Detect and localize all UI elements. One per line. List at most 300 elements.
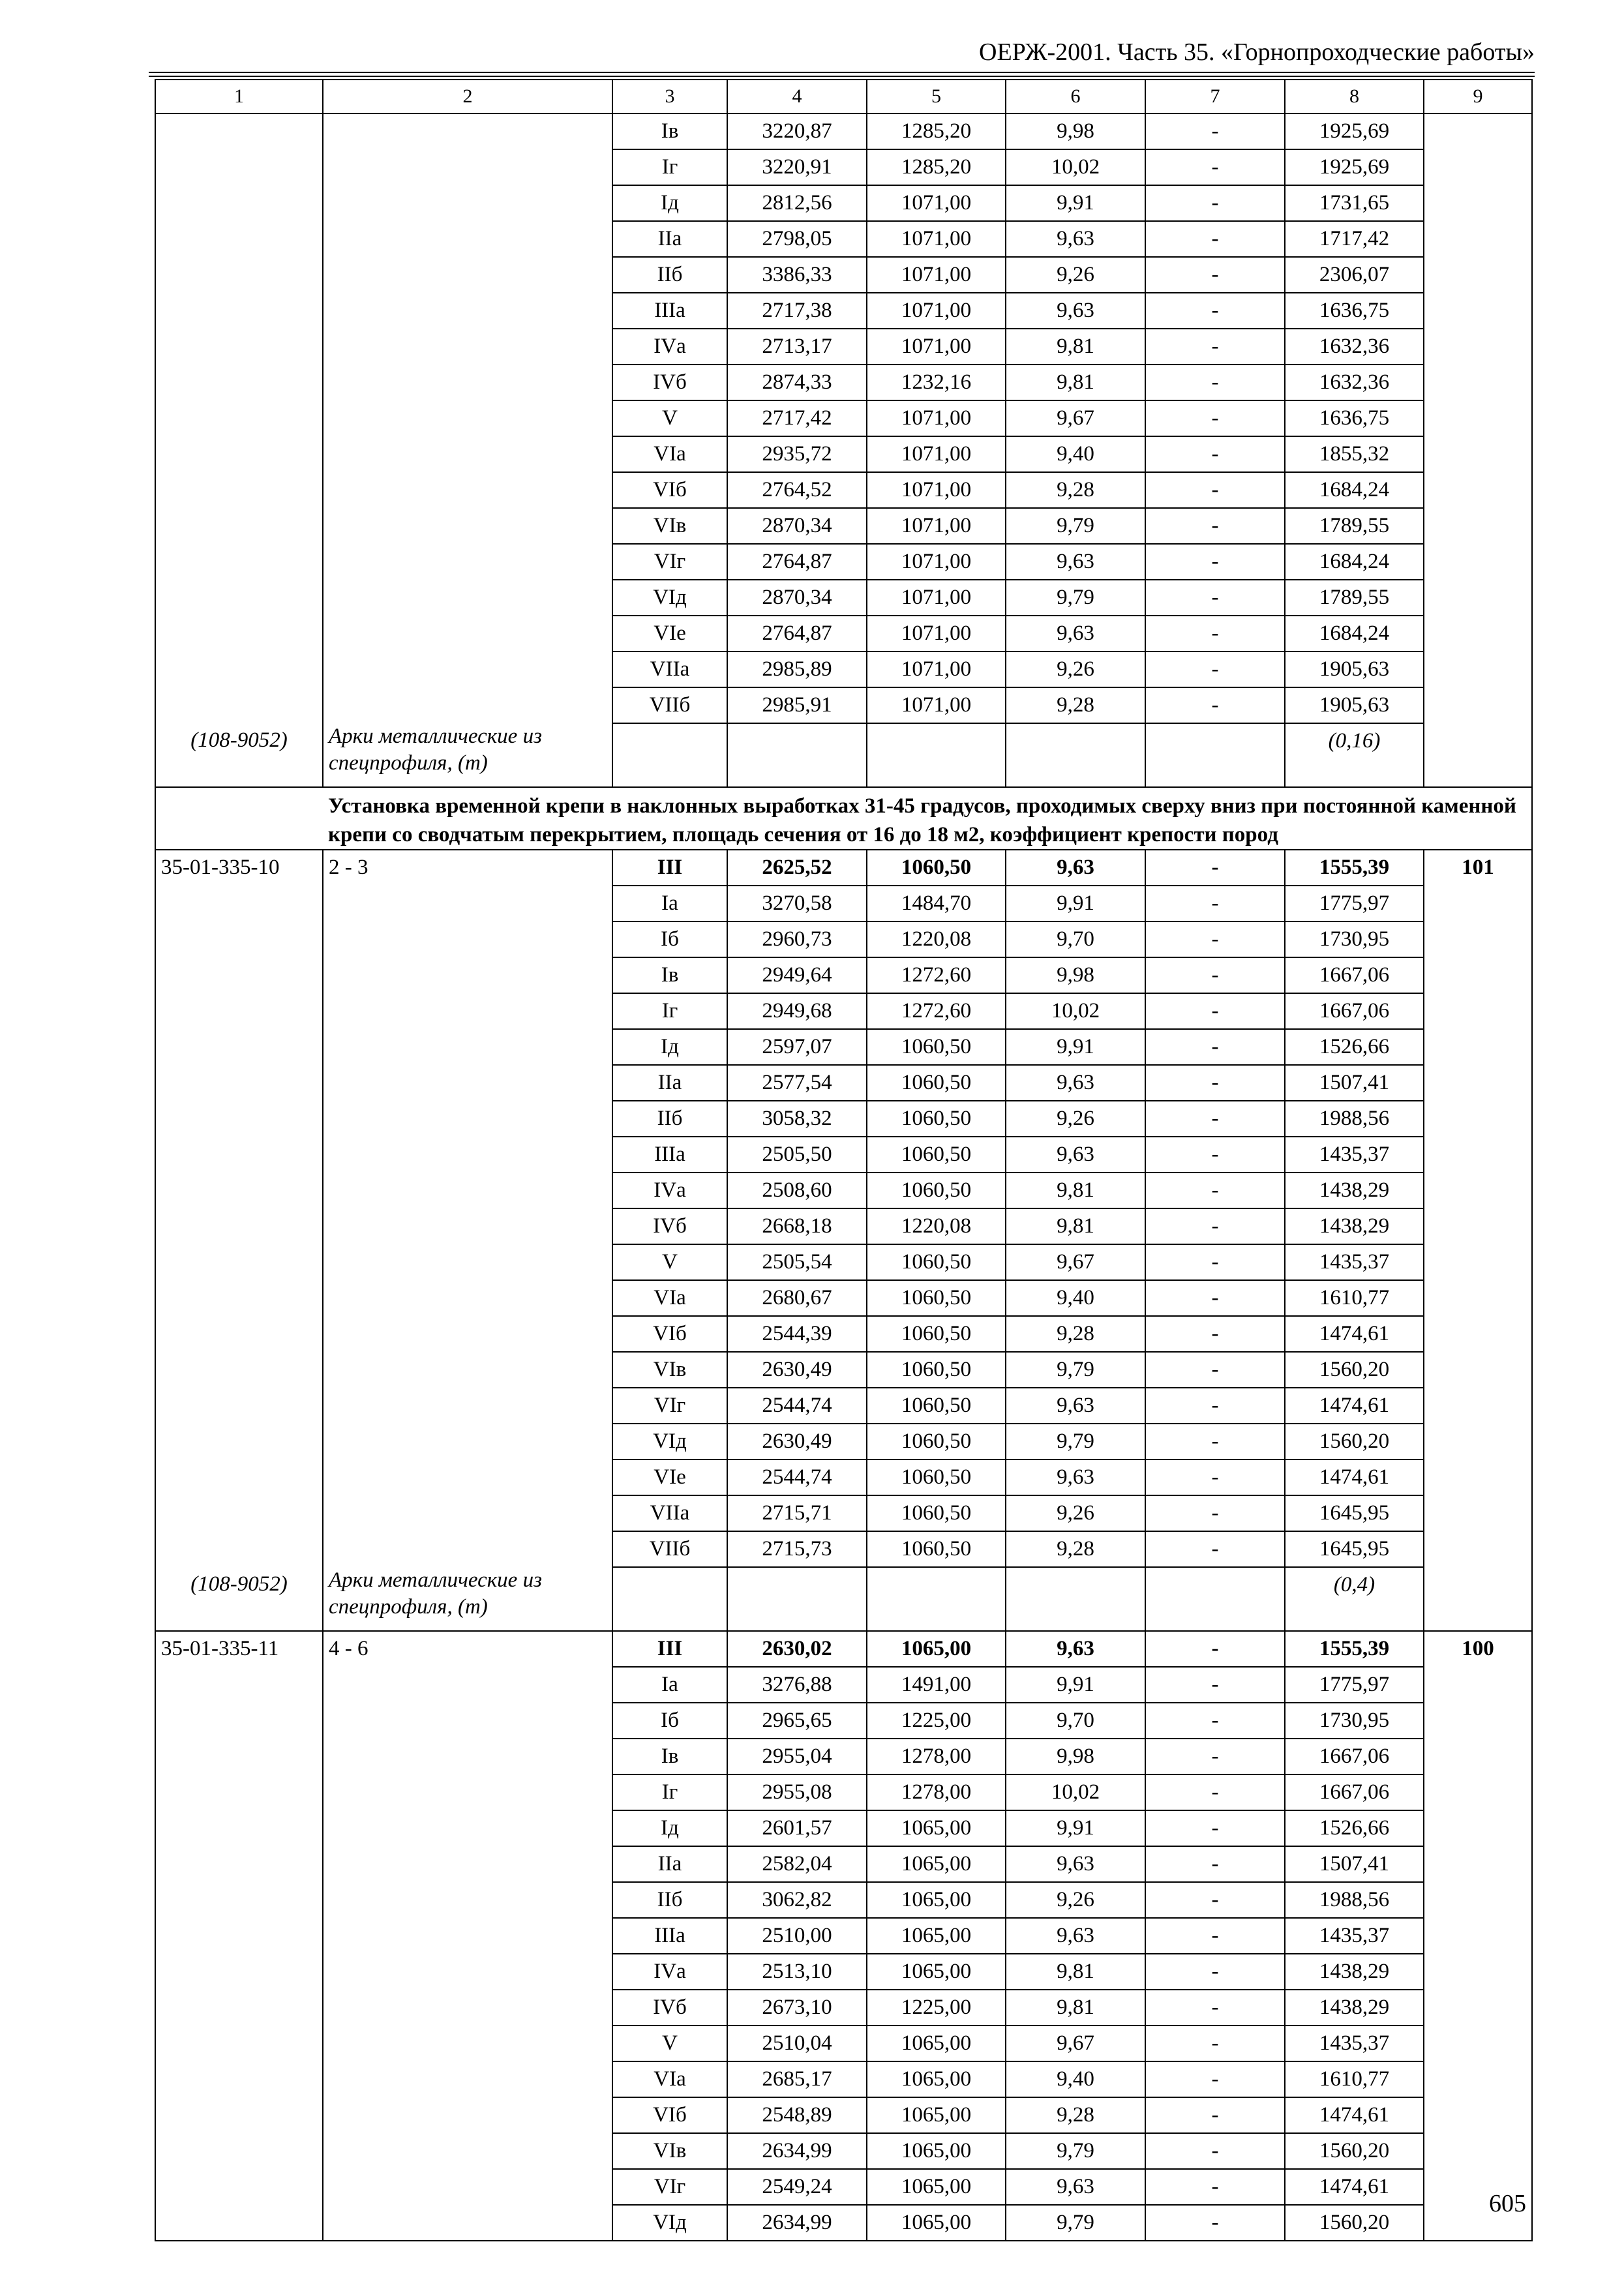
- table-row: [155, 1774, 1532, 1810]
- direct-cost-cell: 2798,05: [727, 221, 867, 257]
- rock-category-cell: IVа: [612, 1173, 727, 1208]
- labor-cost-cell: [1424, 1173, 1532, 1208]
- rock-category-cell: VIIб: [612, 687, 727, 723]
- direct-cost-cell: 2634,99: [727, 2205, 867, 2241]
- empty-cell: [727, 1567, 867, 1631]
- direct-cost-cell: 2597,07: [727, 1029, 867, 1065]
- direct-cost-cell: 2548,89: [727, 2097, 867, 2133]
- column-number: 6: [1006, 80, 1145, 113]
- rock-category-cell: VIе: [612, 616, 727, 651]
- materials-cell: 1555,39: [1285, 850, 1424, 886]
- resource-row: [155, 1567, 1532, 1631]
- materials-cell: 1684,24: [1285, 616, 1424, 651]
- direct-cost-cell: 2634,99: [727, 2133, 867, 2169]
- direct-cost-cell: 2717,38: [727, 293, 867, 329]
- driver-wages-cell: -: [1145, 1531, 1285, 1567]
- header-rule: [149, 72, 1535, 73]
- machine-cost-cell: 9,63: [1006, 616, 1145, 651]
- work-description-cell: [323, 436, 612, 472]
- direct-cost-cell: 3062,82: [727, 1882, 867, 1918]
- rate-code-cell: [155, 2205, 323, 2241]
- wages-cell: 1065,00: [867, 2097, 1006, 2133]
- rate-code-cell: [155, 1352, 323, 1388]
- machine-cost-cell: 9,70: [1006, 921, 1145, 957]
- labor-cost-cell: [1424, 1280, 1532, 1316]
- direct-cost-cell: 2630,49: [727, 1424, 867, 1459]
- materials-cell: 1667,06: [1285, 993, 1424, 1029]
- rate-code-cell: [155, 400, 323, 436]
- rock-category-cell: V: [612, 1244, 727, 1280]
- materials-cell: 1667,06: [1285, 1739, 1424, 1774]
- resource-name: Арки металлические из спецпрофиля, (т): [323, 1567, 612, 1631]
- column-number: 8: [1285, 80, 1424, 113]
- labor-cost-cell: [1424, 257, 1532, 293]
- rate-code-cell: 35-01-335-11: [155, 1631, 323, 1667]
- driver-wages-cell: -: [1145, 1631, 1285, 1667]
- work-description-cell: [323, 1918, 612, 1954]
- direct-cost-cell: 2513,10: [727, 1954, 867, 1990]
- materials-cell: 1560,20: [1285, 1424, 1424, 1459]
- table-row: [155, 1244, 1532, 1280]
- machine-cost-cell: 9,63: [1006, 1459, 1145, 1495]
- rock-category-cell: VIв: [612, 1352, 727, 1388]
- rock-category-cell: VIIа: [612, 651, 727, 687]
- rock-category-cell: IVб: [612, 1208, 727, 1244]
- labor-cost-cell: [1424, 1495, 1532, 1531]
- rate-code-cell: [155, 2097, 323, 2133]
- materials-cell: 1438,29: [1285, 1990, 1424, 2026]
- direct-cost-cell: 2764,87: [727, 544, 867, 580]
- driver-wages-cell: -: [1145, 993, 1285, 1029]
- materials-cell: 1645,95: [1285, 1531, 1424, 1567]
- direct-cost-cell: 2985,91: [727, 687, 867, 723]
- driver-wages-cell: -: [1145, 651, 1285, 687]
- materials-cell: 1474,61: [1285, 1459, 1424, 1495]
- machine-cost-cell: 10,02: [1006, 149, 1145, 185]
- rock-category-cell: Iа: [612, 1667, 727, 1703]
- wages-cell: 1071,00: [867, 400, 1006, 436]
- machine-cost-cell: 9,67: [1006, 2026, 1145, 2061]
- rate-code-cell: [155, 1280, 323, 1316]
- work-description-cell: [323, 329, 612, 365]
- table-row: [155, 651, 1532, 687]
- table-row: [155, 293, 1532, 329]
- rock-category-cell: IIIа: [612, 293, 727, 329]
- labor-cost-cell: [1424, 1774, 1532, 1810]
- wages-cell: 1285,20: [867, 113, 1006, 149]
- table-row: [155, 1029, 1532, 1065]
- driver-wages-cell: -: [1145, 1388, 1285, 1424]
- direct-cost-cell: 2764,52: [727, 472, 867, 508]
- column-number: 3: [612, 80, 727, 113]
- wages-cell: 1060,50: [867, 1173, 1006, 1208]
- resource-row: [155, 723, 1532, 787]
- labor-cost-cell: 101: [1424, 850, 1532, 886]
- driver-wages-cell: -: [1145, 1065, 1285, 1101]
- resource-quantity: (0,4): [1285, 1567, 1424, 1631]
- rock-category-cell: IVб: [612, 1990, 727, 2026]
- labor-cost-cell: [1424, 921, 1532, 957]
- wages-cell: 1071,00: [867, 687, 1006, 723]
- rock-category-cell: Iб: [612, 1703, 727, 1739]
- materials-cell: 1438,29: [1285, 1954, 1424, 1990]
- rate-code-cell: [155, 113, 323, 149]
- labor-cost-cell: [1424, 1352, 1532, 1388]
- labor-cost-cell: [1424, 221, 1532, 257]
- resource-quantity: (0,16): [1285, 723, 1424, 787]
- labor-cost-cell: [1424, 651, 1532, 687]
- rate-code-cell: [155, 1208, 323, 1244]
- rock-category-cell: IIIа: [612, 1918, 727, 1954]
- rate-code-cell: [155, 1882, 323, 1918]
- machine-cost-cell: 9,26: [1006, 257, 1145, 293]
- materials-cell: 1855,32: [1285, 436, 1424, 472]
- driver-wages-cell: -: [1145, 149, 1285, 185]
- empty-cell: [1424, 723, 1532, 787]
- driver-wages-cell: -: [1145, 2097, 1285, 2133]
- wages-cell: 1071,00: [867, 293, 1006, 329]
- wages-cell: 1065,00: [867, 1846, 1006, 1882]
- table-row: [155, 1531, 1532, 1567]
- labor-cost-cell: [1424, 616, 1532, 651]
- table-row: [155, 149, 1532, 185]
- rate-code-cell: [155, 1918, 323, 1954]
- materials-cell: 1636,75: [1285, 400, 1424, 436]
- rock-category-cell: IIа: [612, 1846, 727, 1882]
- work-description-cell: [323, 2133, 612, 2169]
- machine-cost-cell: 9,26: [1006, 1495, 1145, 1531]
- direct-cost-cell: 2874,33: [727, 365, 867, 400]
- driver-wages-cell: -: [1145, 436, 1285, 472]
- machine-cost-cell: 9,28: [1006, 1531, 1145, 1567]
- machine-cost-cell: 9,63: [1006, 544, 1145, 580]
- direct-cost-cell: 2544,74: [727, 1388, 867, 1424]
- labor-cost-cell: 100: [1424, 1631, 1532, 1667]
- machine-cost-cell: 9,81: [1006, 365, 1145, 400]
- machine-cost-cell: 9,79: [1006, 2205, 1145, 2241]
- section-title: Установка временной крепи в наклонных выработках 31-45 градусов, проходимых сверху вниз при постоянной каменной крепи со сводчатым перекрытием, площадь сечения от 16 до 18 м2, коэффициент крепости пород: [323, 787, 1532, 850]
- rock-category-cell: VIг: [612, 2169, 727, 2205]
- machine-cost-cell: 9,81: [1006, 1173, 1145, 1208]
- work-description-cell: [323, 1280, 612, 1316]
- work-description-cell: [323, 993, 612, 1029]
- rock-category-cell: VIг: [612, 1388, 727, 1424]
- wages-cell: 1232,16: [867, 365, 1006, 400]
- wages-cell: 1060,50: [867, 1280, 1006, 1316]
- materials-cell: 1526,66: [1285, 1029, 1424, 1065]
- labor-cost-cell: [1424, 2026, 1532, 2061]
- materials-cell: 1667,06: [1285, 957, 1424, 993]
- wages-cell: 1225,00: [867, 1703, 1006, 1739]
- driver-wages-cell: -: [1145, 2133, 1285, 2169]
- wages-cell: 1060,50: [867, 1495, 1006, 1531]
- wages-cell: 1071,00: [867, 544, 1006, 580]
- wages-cell: 1272,60: [867, 993, 1006, 1029]
- empty-cell: [612, 723, 727, 787]
- driver-wages-cell: -: [1145, 1173, 1285, 1208]
- labor-cost-cell: [1424, 580, 1532, 616]
- table-row: [155, 113, 1532, 149]
- work-description-cell: [323, 1424, 612, 1459]
- direct-cost-cell: 2582,04: [727, 1846, 867, 1882]
- page-number: 605: [1489, 2190, 1526, 2217]
- materials-cell: 1775,97: [1285, 886, 1424, 921]
- wages-cell: 1225,00: [867, 1990, 1006, 2026]
- table-row: [155, 957, 1532, 993]
- work-description-cell: [323, 1954, 612, 1990]
- table-row: [155, 221, 1532, 257]
- labor-cost-cell: [1424, 1388, 1532, 1424]
- materials-cell: 1925,69: [1285, 113, 1424, 149]
- materials-cell: 1730,95: [1285, 921, 1424, 957]
- table-row: [155, 1846, 1532, 1882]
- work-description-cell: [323, 2205, 612, 2241]
- work-description-cell: [323, 1882, 612, 1918]
- table-row: [155, 1495, 1532, 1531]
- machine-cost-cell: 9,40: [1006, 436, 1145, 472]
- rate-code-cell: [155, 1531, 323, 1567]
- work-description-cell: [323, 365, 612, 400]
- labor-cost-cell: [1424, 329, 1532, 365]
- table-row: [155, 544, 1532, 580]
- materials-cell: 1775,97: [1285, 1667, 1424, 1703]
- rock-category-cell: IVб: [612, 365, 727, 400]
- machine-cost-cell: 9,91: [1006, 886, 1145, 921]
- direct-cost-cell: 2715,71: [727, 1495, 867, 1531]
- machine-cost-cell: 9,26: [1006, 1882, 1145, 1918]
- work-description-cell: [323, 1101, 612, 1137]
- driver-wages-cell: -: [1145, 508, 1285, 544]
- driver-wages-cell: -: [1145, 1990, 1285, 2026]
- wages-cell: 1060,50: [867, 1459, 1006, 1495]
- direct-cost-cell: 2601,57: [727, 1810, 867, 1846]
- labor-cost-cell: [1424, 1667, 1532, 1703]
- table-row: [155, 2061, 1532, 2097]
- materials-cell: 1905,63: [1285, 687, 1424, 723]
- labor-cost-cell: [1424, 1703, 1532, 1739]
- materials-cell: 1560,20: [1285, 2205, 1424, 2241]
- machine-cost-cell: 10,02: [1006, 1774, 1145, 1810]
- direct-cost-cell: 2935,72: [727, 436, 867, 472]
- wages-cell: 1220,08: [867, 921, 1006, 957]
- table-row: [155, 257, 1532, 293]
- rate-code-cell: [155, 1739, 323, 1774]
- rate-code-cell: [155, 1954, 323, 1990]
- rock-category-cell: III: [612, 850, 727, 886]
- work-description-cell: [323, 1137, 612, 1173]
- machine-cost-cell: 9,91: [1006, 1667, 1145, 1703]
- materials-cell: 1730,95: [1285, 1703, 1424, 1739]
- work-description-cell: [323, 1495, 612, 1531]
- section-title-row: [155, 787, 1532, 850]
- machine-cost-cell: 9,63: [1006, 850, 1145, 886]
- direct-cost-cell: 2764,87: [727, 616, 867, 651]
- machine-cost-cell: 9,63: [1006, 221, 1145, 257]
- machine-cost-cell: 9,63: [1006, 293, 1145, 329]
- table-row: [155, 508, 1532, 544]
- work-description-cell: [323, 1173, 612, 1208]
- direct-cost-cell: 2549,24: [727, 2169, 867, 2205]
- wages-cell: 1071,00: [867, 436, 1006, 472]
- labor-cost-cell: [1424, 1316, 1532, 1352]
- rate-code-cell: [155, 1459, 323, 1495]
- direct-cost-cell: 3270,58: [727, 886, 867, 921]
- labor-cost-cell: [1424, 472, 1532, 508]
- materials-cell: 1560,20: [1285, 2133, 1424, 2169]
- direct-cost-cell: 2949,68: [727, 993, 867, 1029]
- table-row: [155, 1703, 1532, 1739]
- wages-cell: 1065,00: [867, 2026, 1006, 2061]
- column-number: 5: [867, 80, 1006, 113]
- rate-code-cell: [155, 1029, 323, 1065]
- direct-cost-cell: 3386,33: [727, 257, 867, 293]
- materials-cell: 1438,29: [1285, 1208, 1424, 1244]
- labor-cost-cell: [1424, 2061, 1532, 2097]
- table-row: [155, 472, 1532, 508]
- rock-category-cell: IIб: [612, 257, 727, 293]
- empty-cell: [155, 787, 323, 850]
- labor-cost-cell: [1424, 1739, 1532, 1774]
- table-row: [155, 365, 1532, 400]
- materials-cell: 1435,37: [1285, 2026, 1424, 2061]
- work-description-cell: [323, 1208, 612, 1244]
- rock-category-cell: VIIа: [612, 1495, 727, 1531]
- column-number-row: [155, 80, 1532, 113]
- driver-wages-cell: -: [1145, 1101, 1285, 1137]
- rock-category-cell: VIд: [612, 2205, 727, 2241]
- labor-cost-cell: [1424, 1137, 1532, 1173]
- wages-cell: 1071,00: [867, 257, 1006, 293]
- work-description-cell: [323, 1990, 612, 2026]
- rate-code-cell: [155, 1388, 323, 1424]
- wages-cell: 1065,00: [867, 1810, 1006, 1846]
- driver-wages-cell: -: [1145, 2061, 1285, 2097]
- labor-cost-cell: [1424, 2133, 1532, 2169]
- rock-category-cell: Iг: [612, 149, 727, 185]
- table-row: [155, 185, 1532, 221]
- rock-category-cell: Iг: [612, 993, 727, 1029]
- wages-cell: 1071,00: [867, 472, 1006, 508]
- rock-category-cell: V: [612, 400, 727, 436]
- wages-cell: 1065,00: [867, 1882, 1006, 1918]
- header-rule-second: [149, 76, 1535, 77]
- machine-cost-cell: 9,63: [1006, 1388, 1145, 1424]
- direct-cost-cell: 2870,34: [727, 508, 867, 544]
- rate-code-cell: [155, 472, 323, 508]
- direct-cost-cell: 2685,17: [727, 2061, 867, 2097]
- direct-cost-cell: 2713,17: [727, 329, 867, 365]
- labor-cost-cell: [1424, 400, 1532, 436]
- materials-cell: 1474,61: [1285, 1316, 1424, 1352]
- driver-wages-cell: -: [1145, 329, 1285, 365]
- table-row: [155, 1316, 1532, 1352]
- work-description-cell: [323, 886, 612, 921]
- machine-cost-cell: 9,81: [1006, 329, 1145, 365]
- machine-cost-cell: 9,26: [1006, 1101, 1145, 1137]
- rate-code-cell: [155, 957, 323, 993]
- labor-cost-cell: [1424, 687, 1532, 723]
- direct-cost-cell: 2870,34: [727, 580, 867, 616]
- work-description-cell: [323, 113, 612, 149]
- rates-table-body: [155, 80, 1532, 2241]
- driver-wages-cell: -: [1145, 365, 1285, 400]
- wages-cell: 1065,00: [867, 2133, 1006, 2169]
- empty-cell: [1006, 1567, 1145, 1631]
- labor-cost-cell: [1424, 957, 1532, 993]
- rate-code-cell: [155, 1774, 323, 1810]
- rate-code-cell: [155, 508, 323, 544]
- materials-cell: 1925,69: [1285, 149, 1424, 185]
- table-row: [155, 1918, 1532, 1954]
- machine-cost-cell: 9,81: [1006, 1954, 1145, 1990]
- rock-category-cell: Iв: [612, 113, 727, 149]
- materials-cell: 1474,61: [1285, 2097, 1424, 2133]
- table-row: [155, 1424, 1532, 1459]
- machine-cost-cell: 9,98: [1006, 1739, 1145, 1774]
- driver-wages-cell: -: [1145, 544, 1285, 580]
- driver-wages-cell: -: [1145, 580, 1285, 616]
- wages-cell: 1071,00: [867, 580, 1006, 616]
- rate-code-cell: [155, 436, 323, 472]
- labor-cost-cell: [1424, 993, 1532, 1029]
- rock-category-cell: IVа: [612, 329, 727, 365]
- rock-category-cell: IIб: [612, 1882, 727, 1918]
- rate-code-cell: [155, 1846, 323, 1882]
- wages-cell: 1065,00: [867, 1631, 1006, 1667]
- empty-cell: [727, 723, 867, 787]
- rate-code-cell: [155, 1244, 323, 1280]
- work-description-cell: [323, 149, 612, 185]
- rate-code-cell: [155, 221, 323, 257]
- driver-wages-cell: -: [1145, 1703, 1285, 1739]
- column-number: 9: [1424, 80, 1532, 113]
- materials-cell: 1731,65: [1285, 185, 1424, 221]
- rate-code-cell: [155, 2133, 323, 2169]
- work-description-cell: [323, 2169, 612, 2205]
- machine-cost-cell: 9,67: [1006, 1244, 1145, 1280]
- labor-cost-cell: [1424, 1882, 1532, 1918]
- direct-cost-cell: 2965,65: [727, 1703, 867, 1739]
- machine-cost-cell: 9,63: [1006, 1918, 1145, 1954]
- driver-wages-cell: -: [1145, 850, 1285, 886]
- table-row: [155, 1739, 1532, 1774]
- rock-category-cell: Iв: [612, 957, 727, 993]
- machine-cost-cell: 9,79: [1006, 1352, 1145, 1388]
- labor-cost-cell: [1424, 886, 1532, 921]
- machine-cost-cell: 9,79: [1006, 580, 1145, 616]
- rock-category-cell: VIа: [612, 1280, 727, 1316]
- rate-code-cell: [155, 1703, 323, 1739]
- direct-cost-cell: 2544,39: [727, 1316, 867, 1352]
- machine-cost-cell: 9,40: [1006, 1280, 1145, 1316]
- driver-wages-cell: -: [1145, 1280, 1285, 1316]
- materials-cell: 1632,36: [1285, 365, 1424, 400]
- work-description-cell: [323, 1739, 612, 1774]
- machine-cost-cell: 9,79: [1006, 1424, 1145, 1459]
- table-row: [155, 1065, 1532, 1101]
- driver-wages-cell: -: [1145, 1918, 1285, 1954]
- labor-cost-cell: [1424, 1029, 1532, 1065]
- table-row: [155, 329, 1532, 365]
- labor-cost-cell: [1424, 365, 1532, 400]
- machine-cost-cell: 9,28: [1006, 472, 1145, 508]
- direct-cost-cell: 2955,08: [727, 1774, 867, 1810]
- machine-cost-cell: 9,63: [1006, 1631, 1145, 1667]
- direct-cost-cell: 3058,32: [727, 1101, 867, 1137]
- rate-code-cell: [155, 2026, 323, 2061]
- wages-cell: 1071,00: [867, 616, 1006, 651]
- rock-category-cell: VIд: [612, 1424, 727, 1459]
